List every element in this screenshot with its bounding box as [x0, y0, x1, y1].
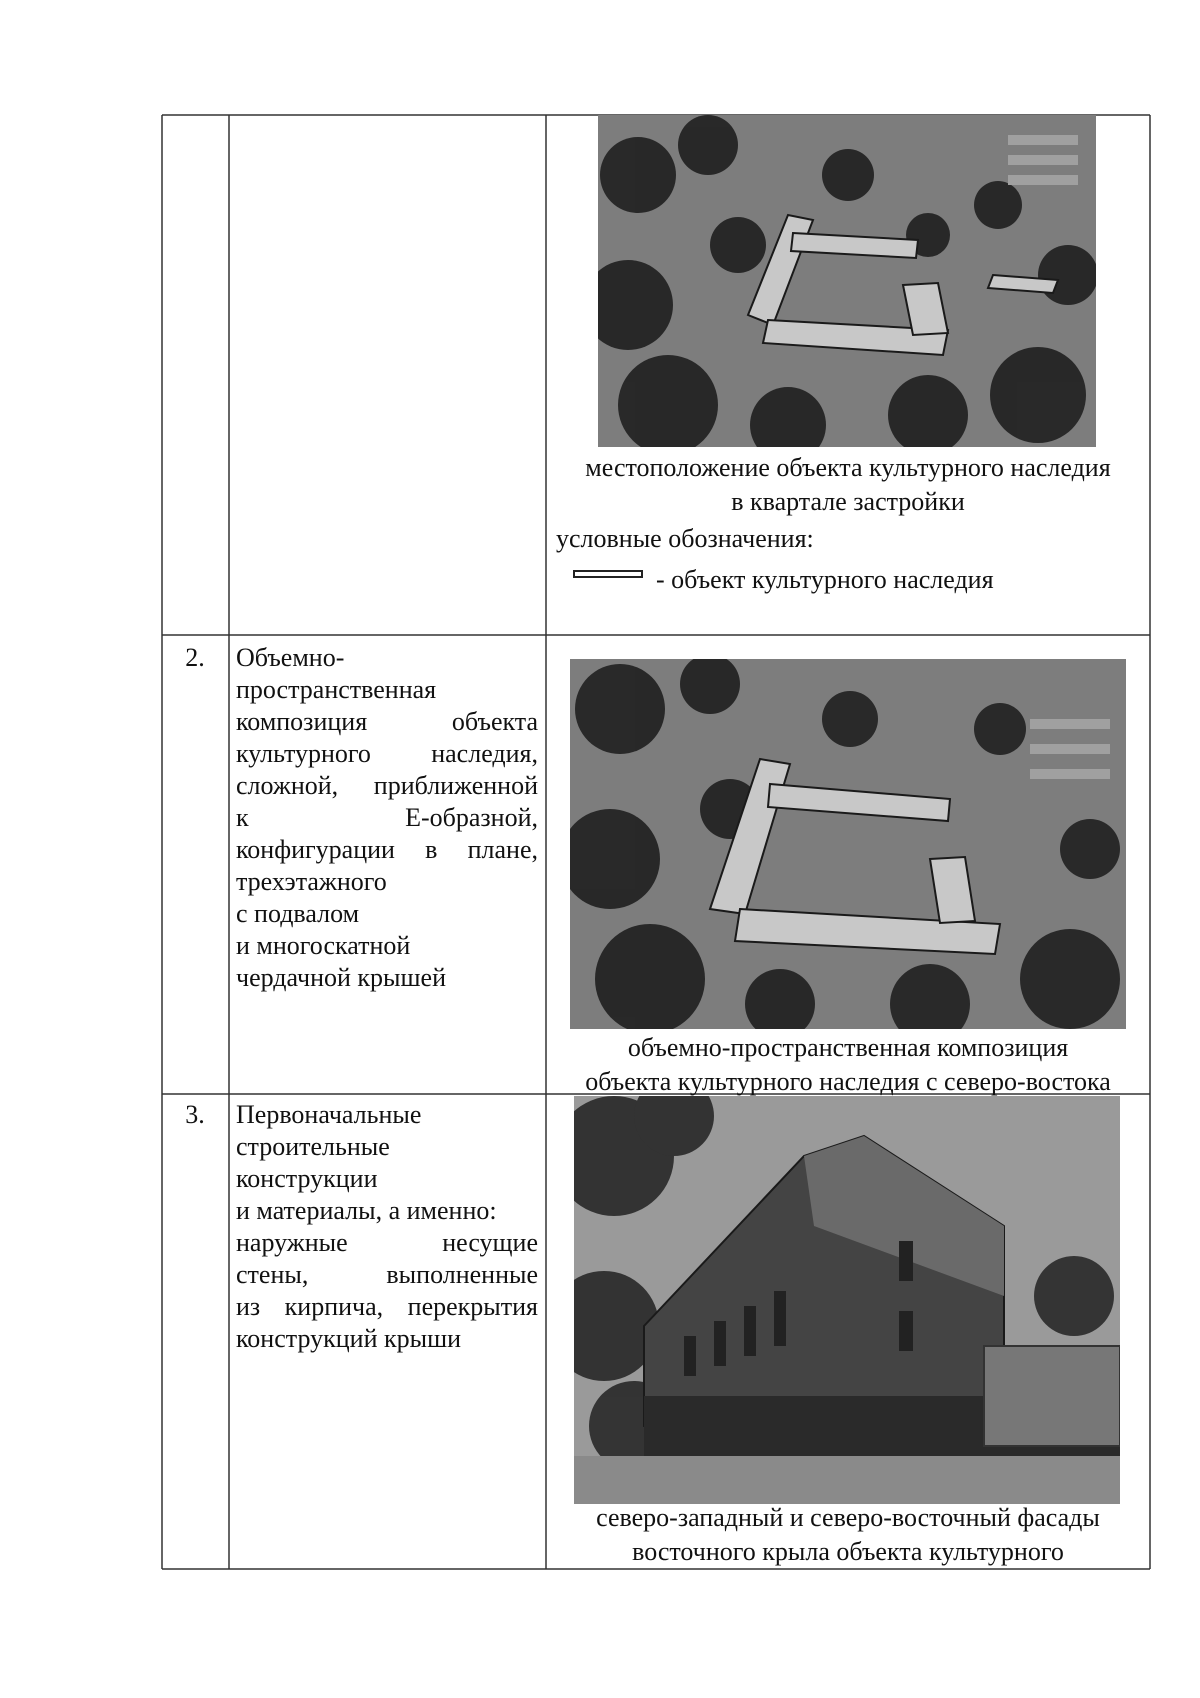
description-line: с подвалом [236, 899, 360, 928]
caption-line: объекта культурного наследия с северо-востока [585, 1067, 1111, 1096]
description-line: конструкции [236, 1164, 378, 1193]
description-line: трехэтажного [236, 867, 387, 896]
caption-line: объемно-пространственная композиция [627, 1033, 1069, 1062]
row-description [236, 1099, 538, 1355]
description-line: пространственная [236, 675, 437, 704]
volumetric-composition-photo [570, 659, 1126, 1029]
caption-line: северо-западный и северо-восточный фасады [596, 1503, 1100, 1532]
description-line: конструкций крыши [236, 1324, 462, 1353]
description-line: чердачной крышей [236, 963, 446, 992]
aerial-photo-icon [570, 659, 1126, 1029]
photo-caption [552, 1031, 1144, 1099]
legend-text: - объект культурного наследия [656, 565, 994, 594]
legend-title: условные обозначения: [556, 524, 814, 553]
facade-photo [574, 1096, 1120, 1504]
description-line: наружные несущие [236, 1228, 538, 1257]
description-line: стены, выполненные [236, 1260, 538, 1289]
caption-line: в квартале застройки [731, 487, 965, 516]
caption-line: местоположение объекта культурного наследия [585, 453, 1111, 482]
row-number: 2. [185, 643, 205, 672]
row-number: 3. [185, 1100, 205, 1129]
photo-caption [552, 1501, 1144, 1569]
description-line: строительные [236, 1132, 390, 1161]
description-line: из кирпича, перекрытия [236, 1292, 538, 1321]
aerial-location-photo [598, 115, 1096, 447]
caption-line: восточного крыла объекта культурного [632, 1537, 1064, 1566]
heritage-object-symbol [573, 570, 643, 578]
aerial-photo-icon [598, 115, 1096, 447]
description-line: к Е-образной, [236, 803, 538, 832]
description-line: композиция объекта [236, 707, 538, 736]
photo-caption [552, 451, 1144, 519]
row-description [236, 642, 538, 994]
description-line: и многоскатной [236, 931, 411, 960]
description-line: Первоначальные [236, 1100, 422, 1129]
description-line: и материалы, а именно: [236, 1196, 497, 1225]
description-line: Объемно- [236, 643, 345, 672]
description-line: сложной, приближенной [236, 771, 538, 800]
description-line: культурного наследия, [236, 739, 538, 768]
facade-photo-icon [574, 1096, 1120, 1504]
description-line: конфигурации в плане, [236, 835, 538, 864]
